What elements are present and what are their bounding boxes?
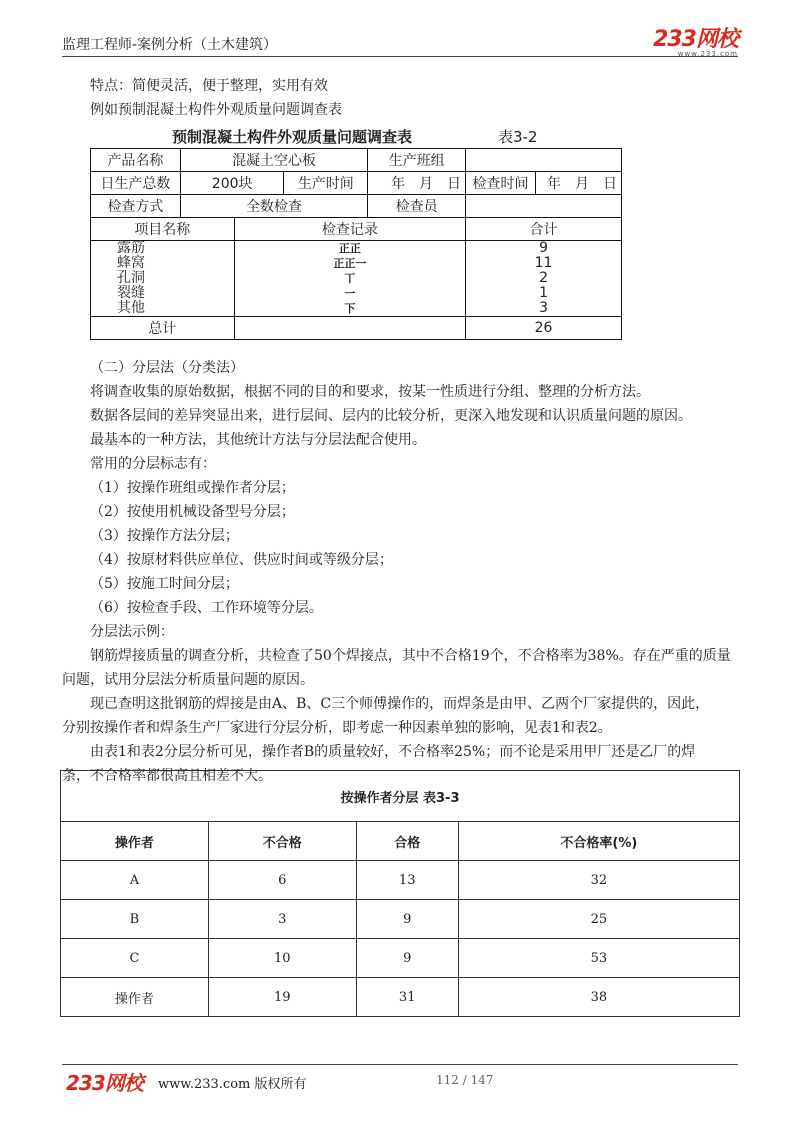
tally-mark: 正正 (338, 242, 361, 255)
item-name: 裂缝 (117, 285, 145, 301)
tally-mark: 下 (344, 302, 356, 315)
table-header-cell: 不合格率(%) (458, 822, 739, 861)
table-cell: A (61, 861, 209, 900)
team-label: 生产班组 (368, 149, 466, 172)
sum-label: 总计 (91, 317, 235, 340)
para-line: 分别按操作者和焊条生产厂家进行分层分析，即考虑一种因素单独的影响，见表1和表2。 (62, 720, 612, 736)
item-names-cell (91, 241, 235, 317)
table-cell: 32 (458, 861, 739, 900)
sum-value: 26 (466, 317, 622, 340)
time-label: 生产时间 (284, 172, 368, 195)
para-line: 由表1和表2分层分析可见，操作者B的质量较好，不合格率25%；而不论是采用甲厂还是乙厂的焊 (90, 744, 696, 760)
table-row (61, 939, 740, 978)
page-footer (62, 1064, 738, 1095)
col-record-header: 检查记录 (234, 218, 465, 241)
tally-mark: 一 (344, 287, 356, 300)
table-cell: 31 (356, 978, 458, 1017)
inspection-table (90, 148, 622, 340)
list-item: （2）按使用机械设备型号分层； (90, 504, 295, 520)
table-header-cell: 合格 (356, 822, 458, 861)
tally-mark: 正正一 (333, 257, 367, 270)
table33-title: 按操作者分层 表3-3 (61, 771, 740, 822)
col-total-header: 合计 (466, 218, 622, 241)
body-line: 常用的分层标志有： (90, 456, 216, 472)
example-para-2 (62, 692, 738, 740)
col-item-header: 项目名称 (91, 218, 235, 241)
intro-block (90, 74, 738, 122)
table-cell: 53 (458, 939, 739, 978)
item-count: 3 (539, 300, 548, 316)
example-para-1 (62, 644, 738, 692)
para-line: 条，不合格率都很高且相差不大。 (62, 768, 272, 784)
table-cell: C (61, 939, 209, 978)
table-row (61, 861, 740, 900)
item-name: 其他 (117, 300, 145, 316)
count-cell (466, 241, 622, 317)
table-cell: 操作者 (61, 978, 209, 1017)
footer-site[interactable]: www.233.com 版权所有 (158, 1077, 307, 1092)
body-line: 最基本的一种方法，其他统计方法与分层法配合使用。 (90, 432, 426, 448)
list-item: （3）按操作方法分层； (90, 528, 239, 544)
para-line: 钢筋焊接质量的调查分析，共检查了50个焊接点，其中不合格19个，不合格率为38%。存在严重的质量 (90, 648, 731, 664)
item-count: 11 (534, 255, 553, 271)
team-value (466, 149, 622, 172)
header-title: 监理工程师-案例分析（土木建筑） (62, 37, 278, 53)
check-time-label: 检查时间 (466, 172, 536, 195)
table-cell: 19 (208, 978, 356, 1017)
footer-logo[interactable]: 233网校 (66, 1071, 143, 1095)
list-item: （4）按原材料供应单位、供应时间或等级分层； (90, 552, 393, 568)
item-name: 孔洞 (117, 270, 145, 286)
table-row (61, 978, 740, 1017)
table-cell: B (61, 900, 209, 939)
method-value: 全数检查 (180, 195, 367, 218)
inspector-value (466, 195, 622, 218)
tally-cell (234, 241, 465, 317)
logo-text: 233网校 (653, 27, 738, 52)
table-cell: 3 (208, 900, 356, 939)
item-count: 2 (539, 270, 548, 286)
tally-mark: 丅 (344, 272, 356, 285)
operator-layer-table (60, 770, 740, 1017)
brand-logo[interactable] (653, 22, 738, 58)
intro-line: 例如预制混凝土构件外观质量问题调查表 (90, 102, 342, 118)
body-line: 数据各层间的差异突显出来，进行层间、层内的比较分析，更深入地发现和认识质量问题的原因。 (90, 408, 692, 424)
table-header-cell: 操作者 (61, 822, 209, 861)
time-value: 年 月 日 (368, 172, 466, 195)
table-cell: 13 (356, 861, 458, 900)
method-label: 检查方式 (91, 195, 181, 218)
section-heading: （二）分层法（分类法） (90, 360, 244, 376)
para-line: 现已查明这批钢筋的焊接是由A、B、C三个师傅操作的，而焊条是由甲、乙两个厂家提供的，因此， (90, 696, 710, 712)
table-cell: 9 (356, 900, 458, 939)
logo-url: www.233.com (677, 50, 738, 58)
check-time-value: 年 月 日 (536, 172, 622, 195)
item-name: 蜂窝 (117, 255, 145, 271)
page-header (62, 22, 738, 57)
table-header-cell: 不合格 (208, 822, 356, 861)
table-cell: 9 (356, 939, 458, 978)
item-name: 露筋 (117, 240, 145, 256)
product-label: 产品名称 (91, 149, 181, 172)
list-item: （5）按施工时间分层； (90, 576, 239, 592)
item-count: 1 (539, 285, 548, 301)
table-cell: 6 (208, 861, 356, 900)
daily-value: 200块 (180, 172, 284, 195)
daily-label: 日生产总数 (91, 172, 181, 195)
para-line: 问题，试用分层法分析质量问题的原因。 (62, 672, 314, 688)
intro-line: 特点：简便灵活，便于整理，实用有效 (90, 78, 328, 94)
item-count: 9 (539, 240, 548, 256)
sum-record (234, 317, 465, 340)
layering-section (62, 356, 738, 788)
table32-title: 预制混凝土构件外观质量问题调查表 (172, 128, 413, 146)
table-cell: 38 (458, 978, 739, 1017)
page-number: 112 / 147 (436, 1073, 494, 1087)
list-item: （6）按检查手段、工作环境等分层。 (90, 600, 323, 616)
body-line: 分层法示例： (90, 624, 174, 640)
table-cell: 10 (208, 939, 356, 978)
table32-number: 表3-2 (498, 128, 538, 146)
product-value: 混凝土空心板 (180, 149, 367, 172)
inspector-label: 检查员 (368, 195, 466, 218)
table-row (61, 900, 740, 939)
body-line: 将调查收集的原始数据，根据不同的目的和要求，按某一性质进行分组、整理的分析方法。 (90, 384, 650, 400)
list-item: （1）按操作班组或操作者分层； (90, 480, 295, 496)
table-cell: 25 (458, 900, 739, 939)
